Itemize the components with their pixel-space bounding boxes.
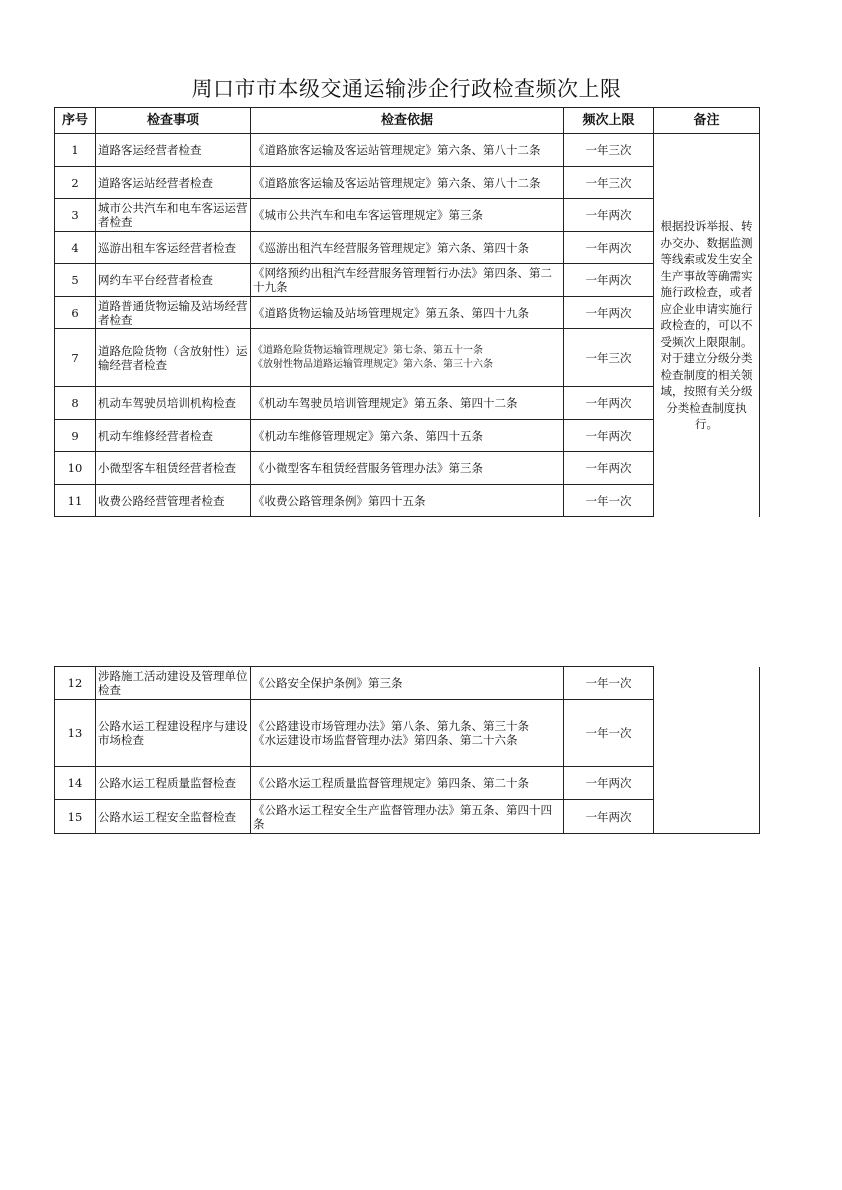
row-basis: 《道路货物运输及站场管理规定》第五条、第四十九条 xyxy=(251,297,564,329)
row-freq: 一年三次 xyxy=(564,167,654,199)
row-freq: 一年两次 xyxy=(564,420,654,452)
row-freq: 一年两次 xyxy=(564,264,654,297)
row-no: 14 xyxy=(55,767,96,800)
row-item: 道路危险货物（含放射性）运输经营者检查 xyxy=(96,329,251,387)
row-item: 网约车平台经营者检查 xyxy=(96,264,251,297)
remark-text: 根据投诉举报、转办交办、数据监测等线索或发生安全生产事故等确需实施行政检查，或者应企业申请实施行政检查的，可以不受频次上限限制。对于建立分级分类检查制度的相关领域，按照有关分级分类检查制度执行。 xyxy=(660,219,753,431)
row-basis: 《公路水运工程安全生产监督管理办法》第五条、第四十四条 xyxy=(251,800,564,834)
row-freq: 一年一次 xyxy=(564,485,654,517)
row-basis-line-1: 《道路危险货物运输管理规定》第七条、第五十一条 xyxy=(253,344,483,356)
row-no: 8 xyxy=(55,387,96,420)
row-basis-line-2: 《水运建设市场监督管理办法》第四条、第二十六条 xyxy=(253,733,518,747)
row-freq: 一年两次 xyxy=(564,767,654,800)
row-item: 道路普通货物运输及站场经营者检查 xyxy=(96,297,251,329)
table-header-row xyxy=(55,108,760,134)
row-basis-line-2: 《放射性物品道路运输管理规定》第六条、第三十六条 xyxy=(253,358,493,370)
inspection-table-part-2 xyxy=(54,666,760,834)
row-basis xyxy=(251,329,564,387)
row-item: 机动车驾驶员培训机构检查 xyxy=(96,387,251,420)
row-basis: 《道路旅客运输及客运站管理规定》第六条、第八十二条 xyxy=(251,167,564,199)
row-basis xyxy=(251,700,564,767)
row-item: 公路水运工程安全监督检查 xyxy=(96,800,251,834)
row-basis: 《机动车驾驶员培训管理规定》第五条、第四十二条 xyxy=(251,387,564,420)
row-freq: 一年两次 xyxy=(564,452,654,485)
remark-cell xyxy=(654,134,760,517)
row-no: 11 xyxy=(55,485,96,517)
row-item: 收费公路经营管理者检查 xyxy=(96,485,251,517)
row-freq: 一年两次 xyxy=(564,232,654,264)
row-freq: 一年一次 xyxy=(564,700,654,767)
row-item: 城市公共汽车和电车客运运营者检查 xyxy=(96,199,251,232)
row-no: 5 xyxy=(55,264,96,297)
table-row xyxy=(55,134,760,167)
row-basis: 《收费公路管理条例》第四十五条 xyxy=(251,485,564,517)
row-no: 9 xyxy=(55,420,96,452)
row-freq: 一年一次 xyxy=(564,667,654,700)
row-freq: 一年两次 xyxy=(564,800,654,834)
table-row xyxy=(55,667,760,700)
page-title: 周口市市本级交通运输涉企行政检查频次上限 xyxy=(191,77,622,101)
row-basis: 《城市公共汽车和电车客运管理规定》第三条 xyxy=(251,199,564,232)
row-item: 道路客运经营者检查 xyxy=(96,134,251,167)
row-item: 公路水运工程质量监督检查 xyxy=(96,767,251,800)
remark-cell-continued xyxy=(654,667,760,834)
row-item: 小微型客车租赁经营者检查 xyxy=(96,452,251,485)
row-no: 2 xyxy=(55,167,96,199)
row-freq: 一年两次 xyxy=(564,199,654,232)
header-basis: 检查依据 xyxy=(251,108,564,134)
row-no: 15 xyxy=(55,800,96,834)
header-freq: 频次上限 xyxy=(564,108,654,134)
row-basis: 《公路水运工程质量监督管理规定》第四条、第二十条 xyxy=(251,767,564,800)
row-freq: 一年三次 xyxy=(564,329,654,387)
row-basis: 《小微型客车租赁经营服务管理办法》第三条 xyxy=(251,452,564,485)
row-freq: 一年两次 xyxy=(564,387,654,420)
row-item: 机动车维修经营者检查 xyxy=(96,420,251,452)
row-basis: 《道路旅客运输及客运站管理规定》第六条、第八十二条 xyxy=(251,134,564,167)
row-no: 1 xyxy=(55,134,96,167)
row-no: 13 xyxy=(55,700,96,767)
row-basis: 《机动车维修管理规定》第六条、第四十五条 xyxy=(251,420,564,452)
row-item: 公路水运工程建设程序与建设市场检查 xyxy=(96,700,251,767)
row-basis: 《网络预约出租汽车经营服务管理暂行办法》第四条、第二十九条 xyxy=(251,264,564,297)
row-no: 10 xyxy=(55,452,96,485)
row-item: 道路客运站经营者检查 xyxy=(96,167,251,199)
row-basis: 《公路安全保护条例》第三条 xyxy=(251,667,564,700)
row-freq: 一年三次 xyxy=(564,134,654,167)
row-no: 7 xyxy=(55,329,96,387)
header-remark: 备注 xyxy=(654,108,760,134)
row-no: 6 xyxy=(55,297,96,329)
header-item: 检查事项 xyxy=(96,108,251,134)
row-item: 巡游出租车客运经营者检查 xyxy=(96,232,251,264)
row-no: 4 xyxy=(55,232,96,264)
row-freq: 一年两次 xyxy=(564,297,654,329)
row-item: 涉路施工活动建设及管理单位检查 xyxy=(96,667,251,700)
header-no: 序号 xyxy=(55,108,96,134)
row-no: 3 xyxy=(55,199,96,232)
row-basis: 《巡游出租汽车经营服务管理规定》第六条、第四十条 xyxy=(251,232,564,264)
inspection-table-part-1 xyxy=(54,107,760,517)
row-no: 12 xyxy=(55,667,96,700)
row-basis-line-1: 《公路建设市场管理办法》第八条、第九条、第三十条 xyxy=(253,719,529,733)
